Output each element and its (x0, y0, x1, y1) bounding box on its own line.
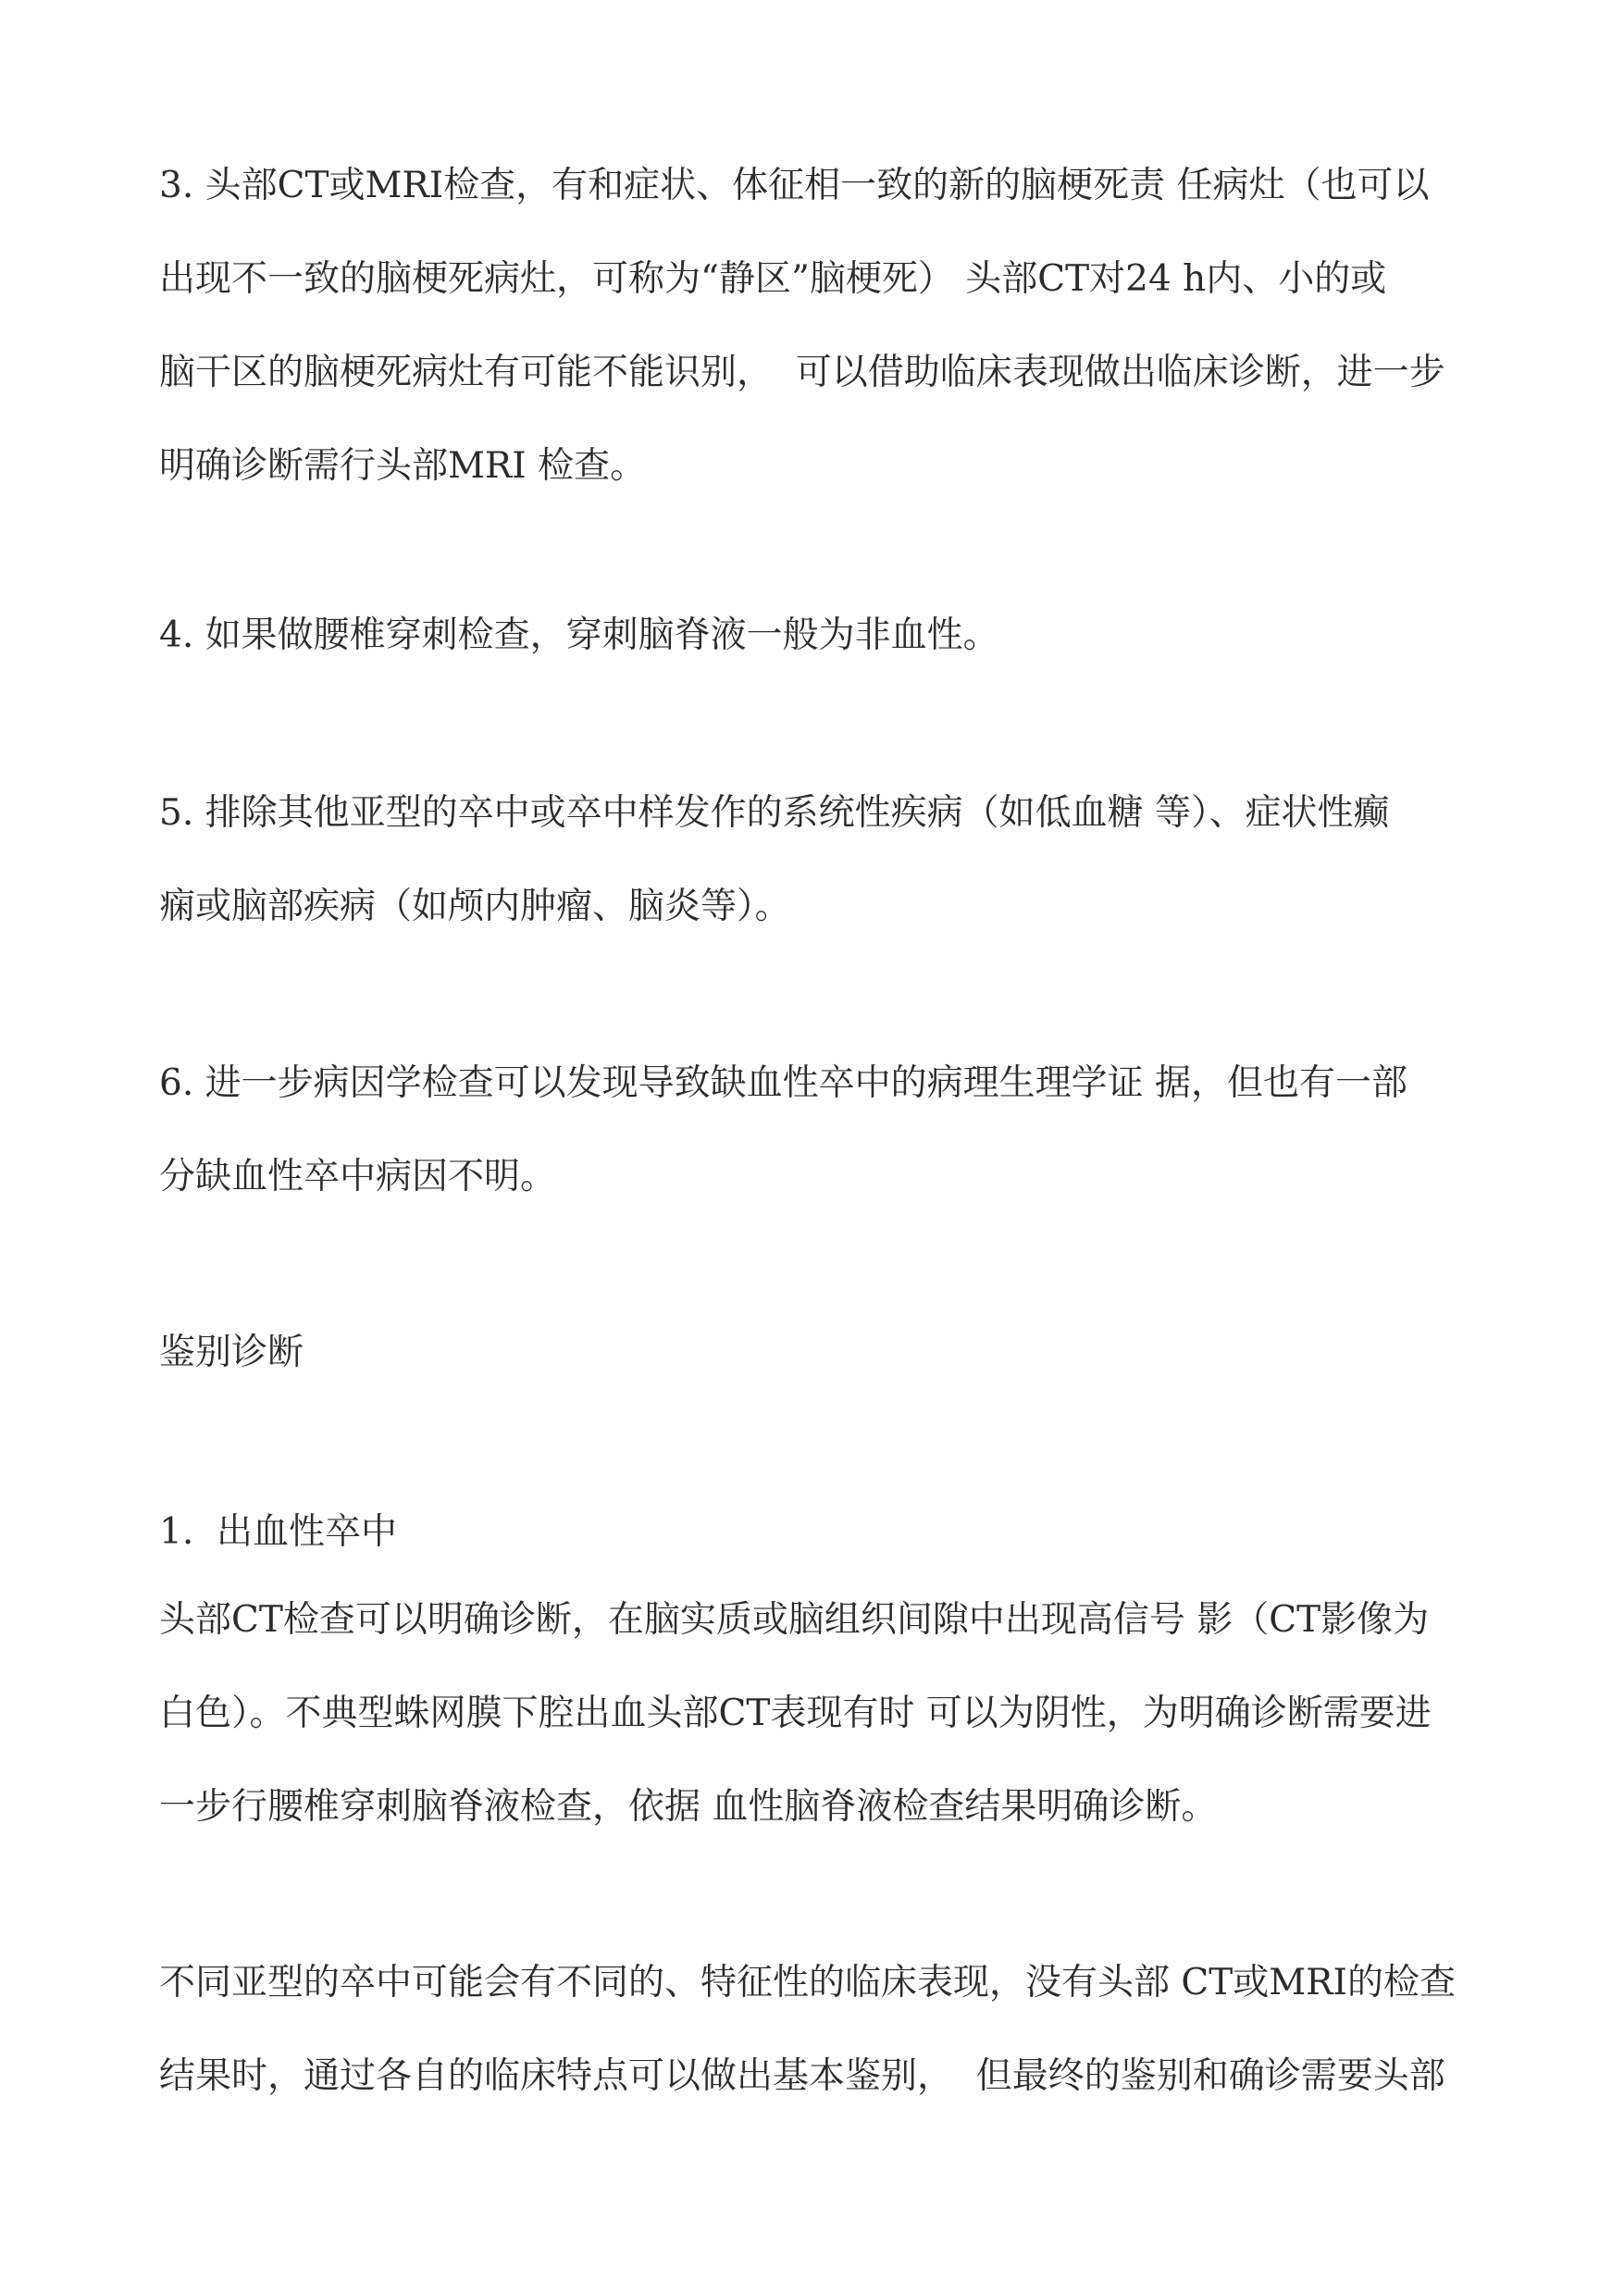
paragraph-item-4 (159, 589, 1519, 682)
text-line: 脑干区的脑梗死病灶有可能不能识别， 可以借助临床表现做出临床诊断，进一步 (159, 352, 1445, 393)
subsection-title: 1. 出血性卒中 (159, 1511, 398, 1553)
text-line: 头部CT检查可以明确诊断，在脑实质或脑组织间隙中出现高信号 影（CT影像为 (159, 1599, 1430, 1641)
text-line: 结果时，通过各自的临床特点可以做出基本鉴别， 但最终的鉴别和确诊需要头部 (159, 2055, 1445, 2097)
text-line: 出现不一致的脑梗死病灶，可称为“静区”脑梗死） 头部CT对24 h内、小的或 (159, 258, 1387, 300)
text-line: 分缺血性卒中病因不明。 (159, 1156, 557, 1197)
paragraph-item-5 (159, 766, 1519, 953)
text-line: 白色）。不典型蛛网膜下腔出血头部CT表现有时 可以为阴性，为明确诊断需要进 (159, 1693, 1432, 1734)
paragraph-item-6 (159, 1036, 1519, 1223)
text-line: 4. 如果做腰椎穿刺检查，穿刺脑脊液一般为非血性。 (159, 614, 999, 656)
text-line: 一步行腰椎穿刺脑脊液检查，依据 血性脑脊液检查结果明确诊断。 (159, 1786, 1218, 1828)
paragraph-final (159, 1936, 1519, 2123)
text-line: 6. 进一步病因学检查可以发现导致缺血性卒中的病理生理学证 据，但也有一部 (159, 1062, 1408, 1104)
text-line: 不同亚型的卒中可能会有不同的、特征性的临床表现，没有头部 CT或MRI的检查 (159, 1962, 1456, 2003)
paragraph-sub1-body (159, 1573, 1519, 1854)
paragraph-item-3 (159, 139, 1519, 513)
text-line: 5. 排除其他亚型的卒中或卒中样发作的系统性疾病（如低血糖 等）、症状性癫 (159, 792, 1390, 834)
text-line: 明确诊断需行头部MRI 检查。 (159, 445, 647, 487)
text-line: 痫或脑部疾病（如颅内肿瘤、脑炎等）。 (159, 886, 791, 927)
text-line: 3. 头部CT或MRI检查，有和症状、体征相一致的新的脑梗死责 任病灶（也可以 (159, 165, 1430, 206)
section-title: 鉴别诊断 (159, 1332, 304, 1373)
